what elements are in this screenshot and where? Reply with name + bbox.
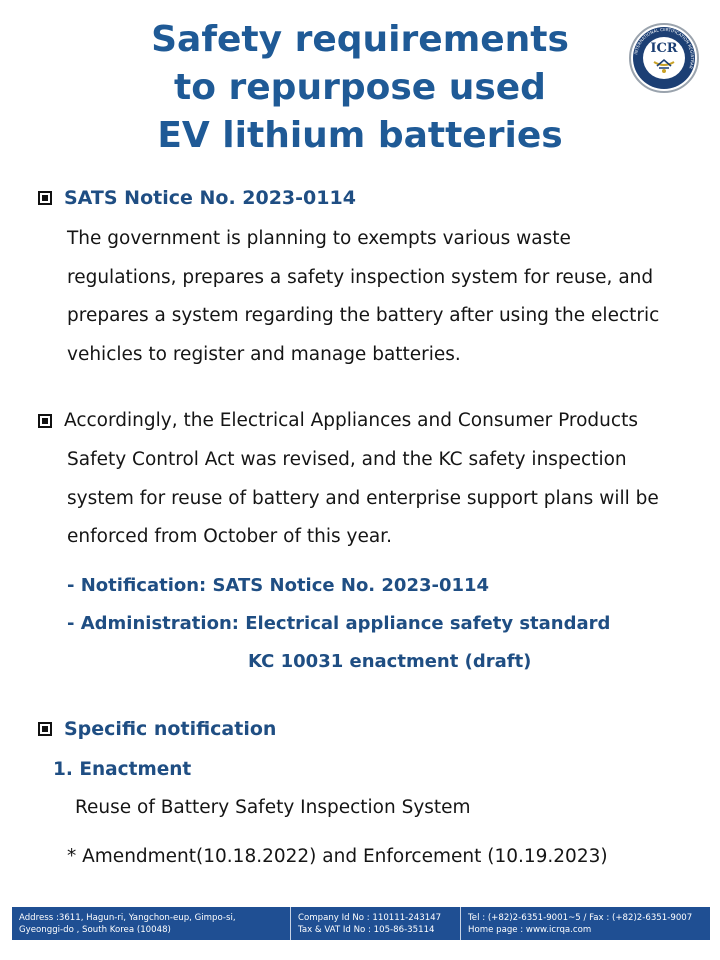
paragraph-line: Accordingly, the Electrical Appliances and Consumer Products (64, 410, 638, 431)
section-heading: Specific notification (64, 718, 277, 740)
paragraph-line: regulations, prepares a safety inspection system for reuse, and (67, 266, 654, 288)
amendment-note: * Amendment(10.18.2022) and Enforcement (10.19.2023) (67, 846, 608, 867)
section-specific-notification (38, 718, 702, 740)
footer-text: Tel : (+82)2-6351-9001~5 / Fax : (+82)2-6351-9007 (468, 913, 693, 923)
title-line-3: EV lithium batteries (157, 115, 563, 156)
paragraph-line: system for reuse of battery and enterprise support plans will be (67, 487, 659, 509)
section-accordingly (38, 402, 702, 441)
paragraph-line: The government is planning to exempts various waste (67, 228, 571, 249)
square-bullet-icon (38, 722, 52, 736)
footer-text: Home page : www.icrqa.com (468, 925, 592, 935)
logo-ring-text: INTERNATIONAL CERTIFICATION REGISTRAR (633, 26, 696, 70)
paragraph-line: prepares a system regarding the battery after using the electric (67, 305, 660, 326)
page-title (110, 16, 610, 160)
title-line-2: to repurpose used (174, 67, 546, 108)
footer-address (12, 907, 290, 940)
paragraph-line: Safety Control Act was revised, and the KC safety inspection (67, 449, 627, 470)
section-1-paragraph (67, 220, 702, 374)
section-2-paragraph (67, 441, 702, 557)
footer-text: Tax & VAT Id No : 105-86-35114 (298, 925, 435, 935)
section-sats-notice (38, 187, 702, 209)
footer-bar (12, 907, 710, 940)
footer-text: Address :3611, Hagun-ri, Yangchon-eup, Gimpo-si, (19, 913, 236, 923)
footer-text: Gyeonggi-do , South Korea (10048) (19, 925, 171, 935)
footer-company-ids (290, 907, 460, 940)
enactment-title: 1. Enactment (53, 759, 192, 780)
paragraph-line: enforced from October of this year. (67, 526, 392, 547)
square-bullet-icon (38, 191, 52, 205)
logo-text: ICR (650, 41, 678, 56)
administration-line: - Administration: Electrical appliance safety standard (67, 613, 611, 634)
square-bullet-icon (38, 414, 52, 428)
notification-line: - Notification: SATS Notice No. 2023-0114 (67, 575, 490, 596)
section-heading: SATS Notice No. 2023-0114 (64, 187, 356, 209)
title-line-1: Safety requirements (151, 19, 569, 60)
paragraph-line: vehicles to register and manage batteries. (67, 343, 461, 365)
footer-contact (460, 907, 710, 940)
administration-line-cont: KC 10031 enactment (draft) (248, 651, 532, 672)
icr-logo (628, 22, 700, 94)
footer-text: Company Id No : 110111-243147 (298, 913, 442, 923)
enactment-text: Reuse of Battery Safety Inspection System (75, 797, 471, 818)
